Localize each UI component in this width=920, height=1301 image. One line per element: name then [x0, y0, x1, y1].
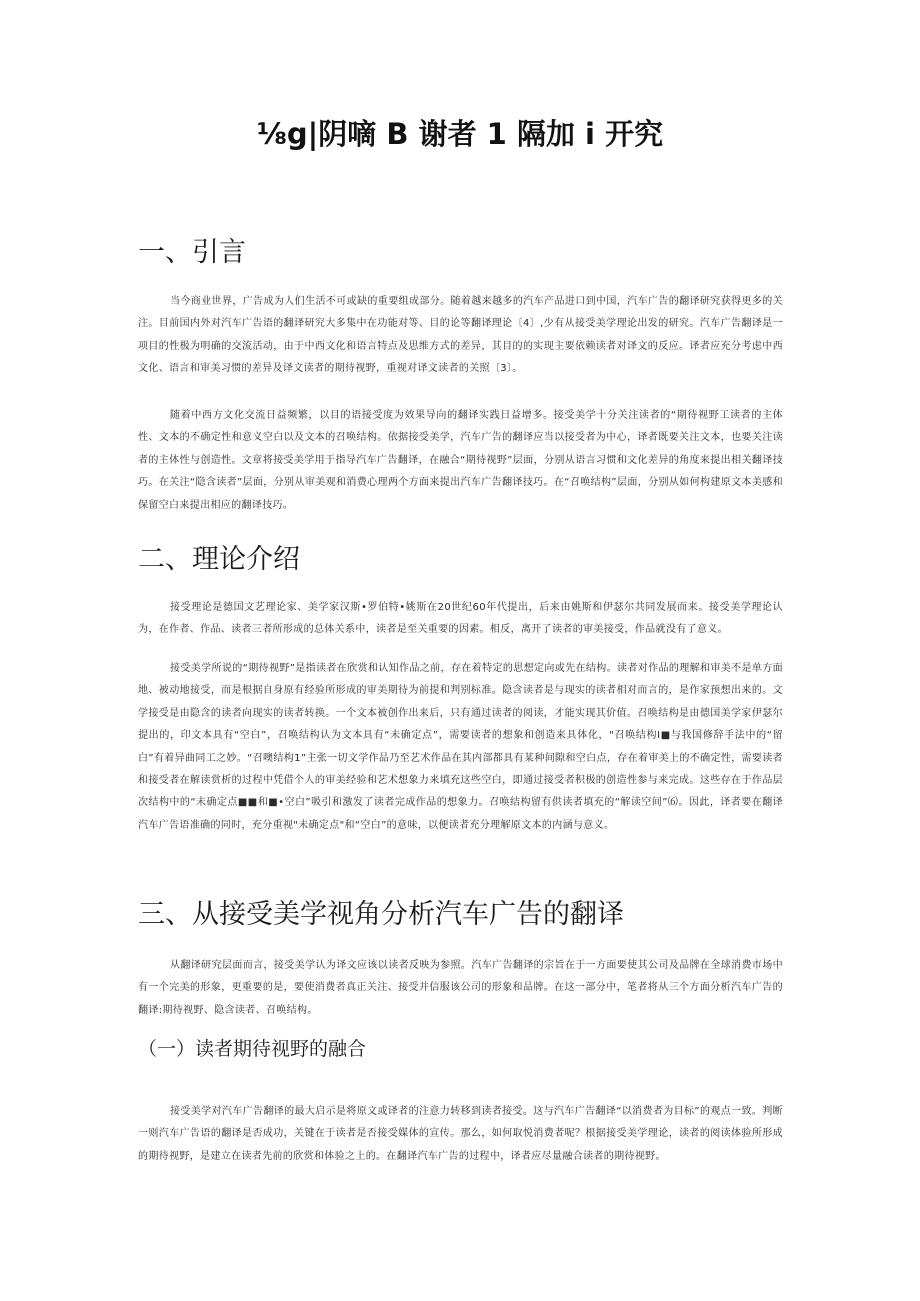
paragraph-theory-1: 接受理论是德国文艺理论家、美学家汉斯•罗伯特•姚斯在20世纪60年代提出，后来由姚斯和伊瑟尔共同发展而来。接受美学理论认为，在作者、作品、读者三者所形成的总体关系中，读者是至关重要的因素。相反，离开了读者的审美接受，作品就没有了意义。 [138, 602, 783, 636]
section-heading-analysis: 三、从接受美学视角分析汽车广告的翻译 [138, 899, 624, 930]
paragraph-analysis-1: 从翻译研究层面而言，接受美学认为译文应该以读者反映为参照。汽车广告翻译的宗旨在于一方面要使其公司及品牌在全球消费市场中有一个完美的形象，更重要的是，要使消费者真正关注、接受并信服该公司的形象和品牌。在这一部分中，笔者将从三个方面分析汽车广告的翻译:期待视野、隐含读者、召唤结构。 [138, 960, 783, 1016]
paragraph-introduction-1: 当今商业世界，广告成为人们生活不可或缺的重要组成部分。随着越来越多的汽车产品进口到中国，汽车广告的翻译研究获得更多的关注。目前国内外对汽车广告语的翻译研究大多集中在功能对等、目的论等翻译理论〔4〕,少有从接受美学理论出发的研究。汽车广告翻译是一项目的性极为明确的交流活动，由于中西文化和语言特点及思维方式的差异，其目的的实现主要依赖读者对译文的反应。译者应充分考虑中西文化、语言和审美习惯的差异及译文读者的期待视野，重视对译文读者的关照〔3〕。 [138, 296, 783, 375]
paragraph-expectation-horizon-1: 接受美学对汽车广告翻译的最大启示是将原文或译者的注意力转移到读者接受。这与汽车广告翻译“以消费者为目标”的观点一致。判断一则汽车广告语的翻译是否成功，关键在于读者是否接受媒体的宣传。那么，如何取悦消费者呢？根据接受美学理论，读者的阅读体验所形成的期待视野，是建立在读者先前的欣赏和体验之上的。在翻译汽车广告的过程中，译者应尽量融合读者的期待视野。 [138, 1106, 783, 1162]
section-heading-introduction: 一、引言 [138, 237, 246, 268]
subsection-heading-expectation-horizon: （一）读者期待视野的融合 [138, 1038, 367, 1060]
paragraph-introduction-2: 随着中西方文化交流日益频繁，以目的语接受度为效果导向的翻译实践日益增多。接受美学十分关注读者的“期待视野工读者的主体性、文本的不确定性和意义空白以及文本的召唤结构。依据接受美学，汽车广告的翻译应当以接受者为中心，译者既要关注文本，也要关注读者的主体性与创造性。文章将接受美学用于指导汽车广告翻译，在融合“期待视野”层面，分别从语言习惯和文化差异的角度来提出相关翻译技巧。在关注“隐含读者”层面，分别从审美观和消费心理两个方面来提出汽车广告翻译技巧。在“召唤结构”层面，分别从如何构建原文本美感和保留空白来提出相应的翻译技巧。 [138, 410, 783, 511]
document-title: ⅛g|阴嘀 B 谢者 1 隔加 i 开究 [256, 117, 664, 151]
section-heading-theory: 二、理论介绍 [138, 544, 300, 575]
paragraph-theory-2: 接受美学所说的“期待视野”是指读者在欣赏和认知作品之前，存在着特定的思想定向或先在结构。读者对作品的理解和审美不是单方面地、被动地接受，而是根据自身原有经验所形成的审美期待为前提和判别标准。隐含读者是与现实的读者相对而言的，是作家预想出来的。文学接受是由隐含的读者向现实的读者转换。一个文本被创作出来后，只有通过读者的阅读，才能实现其价值。召唤结构是由德国美学家伊瑟尔提出的，印文本具有“空白”，召唤结构认为文本具有“未确定点”，需要读者的想象和创造来具体化，"召唤结构Ⅰ■与我国修辞手法中的“留白”有着异曲同工之妙。“召噢结构1”主张一切文学作品乃至艺术作品在其内部都具有某种间隙和空白点，存在着审美上的不确定性，需要读者和接受者在解读赏析的过程中凭借个人的审美经验和艺术想象力来填充这些空白，即通过接受者积极的创造性参与来完成。这些存在于作品层次结构中的“未确定点■■和■•空白”吸引和激发了读者完成作品的想象力。召唤结构留有供读者填充的“解读空间”⑹。因此，译者要在翻译汽车广告语准确的同时，充分重视"未确定点"和“空白”的意味，以便读者充分理解原文本的内涵与意义。 [138, 663, 783, 831]
